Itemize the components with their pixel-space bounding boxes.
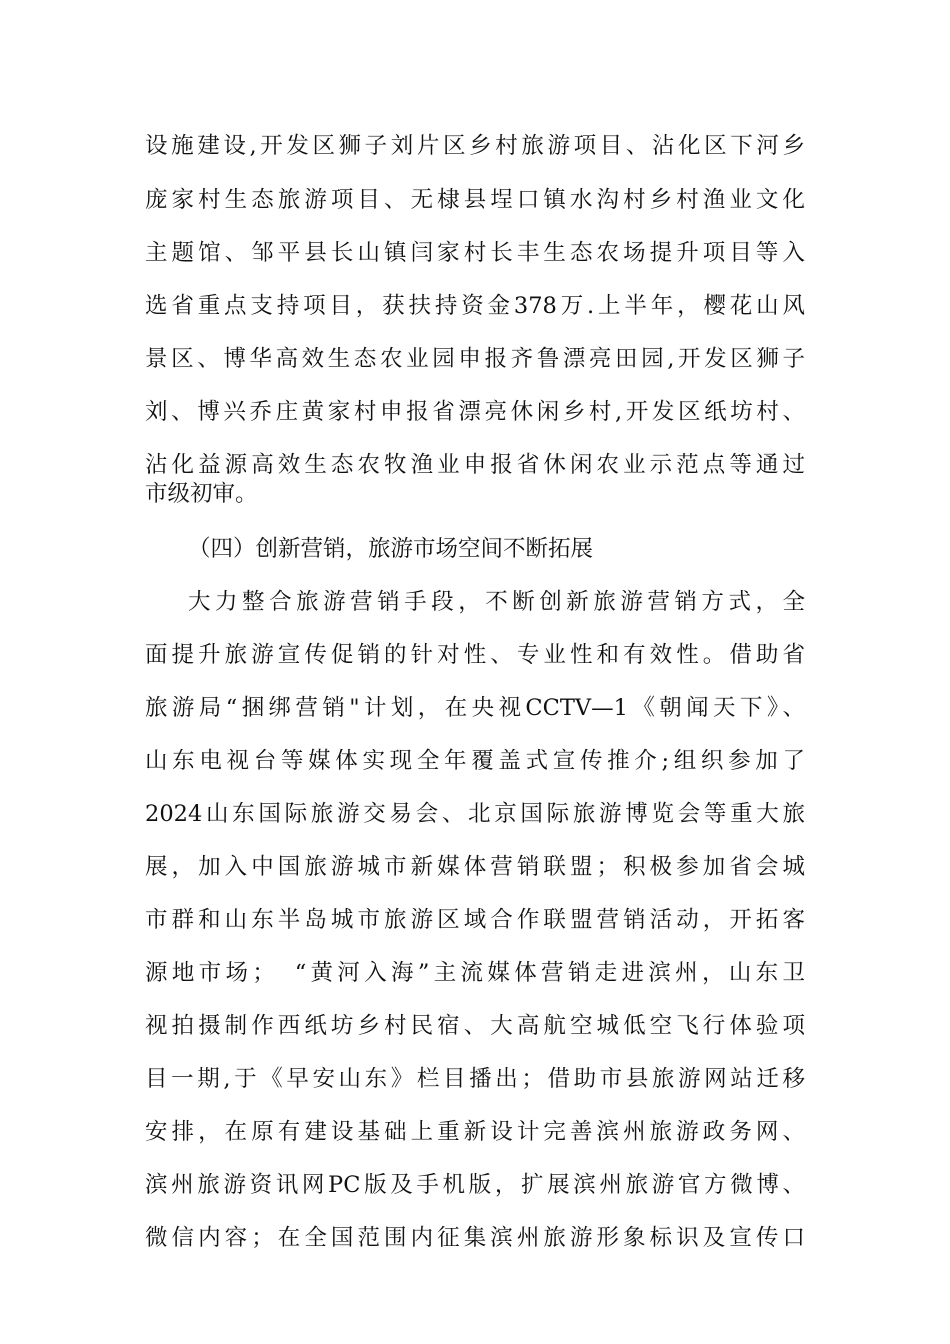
paragraph-1-line-2: 庞家村生态旅游项目、无棣县埕口镇水沟村乡村渔业文化 <box>145 187 805 213</box>
paragraph-2-line-7: 市群和山东半岛城市旅游区域合作联盟营销活动，开拓客 <box>145 907 805 933</box>
paragraph-2-line-3: 旅游局“捆绑营销"计划，在央视CCTV—1《朝闻天下》、 <box>145 695 805 721</box>
paragraph-2-line-11: 安排，在原有建设基础上重新设计完善滨州旅游政务网、 <box>145 1119 805 1145</box>
paragraph-2-line-4: 山东电视台等媒体实现全年覆盖式宣传推介;组织参加了 <box>145 748 805 774</box>
paragraph-1-line-3: 主题馆、邹平县长山镇闫家村长丰生态农场提升项目等入 <box>145 240 805 266</box>
paragraph-2-line-12: 滨州旅游资讯网PC版及手机版，扩展滨州旅游官方微博、 <box>145 1172 805 1198</box>
paragraph-2-line-1: 大力整合旅游营销手段，不断创新旅游营销方式，全 <box>188 589 805 615</box>
paragraph-2-line-2: 面提升旅游宣传促销的针对性、专业性和有效性。借助省 <box>145 642 805 668</box>
paragraph-2-line-8: 源地市场； “黄河入海”主流媒体营销走进滨州，山东卫 <box>145 960 805 986</box>
paragraph-1-line-1: 设施建设,开发区狮子刘片区乡村旅游项目、沾化区下河乡 <box>145 133 805 159</box>
paragraph-2-line-5: 2024山东国际旅游交易会、北京国际旅游博览会等重大旅 <box>145 801 805 827</box>
paragraph-2-line-6: 展，加入中国旅游城市新媒体营销联盟；积极参加省会城 <box>145 854 805 880</box>
paragraph-1-line-7: 沾化益源高效生态农牧渔业申报省休闲农业示范点等通过 <box>145 452 805 478</box>
section-heading: （四）创新营销，旅游市场空间不断拓展 <box>188 536 594 562</box>
paragraph-1-line-5: 景区、博华高效生态农业园申报齐鲁漂亮田园,开发区狮子 <box>145 346 805 372</box>
paragraph-1-line-8: 市级初审。 <box>145 481 258 507</box>
paragraph-2-line-10: 目一期,于《早安山东》栏目播出；借助市县旅游网站迁移 <box>145 1066 805 1092</box>
paragraph-2-line-9: 视拍摄制作西纸坊乡村民宿、大高航空城低空飞行体验项 <box>145 1013 805 1039</box>
paragraph-1-line-6: 刘、博兴乔庄黄家村申报省漂亮休闲乡村,开发区纸坊村、 <box>145 399 805 425</box>
paragraph-2-line-13: 微信内容；在全国范围内征集滨州旅游形象标识及宣传口 <box>145 1225 805 1251</box>
paragraph-1-line-4: 选省重点支持项目，获扶持资金378万.上半年，樱花山风 <box>145 293 805 319</box>
